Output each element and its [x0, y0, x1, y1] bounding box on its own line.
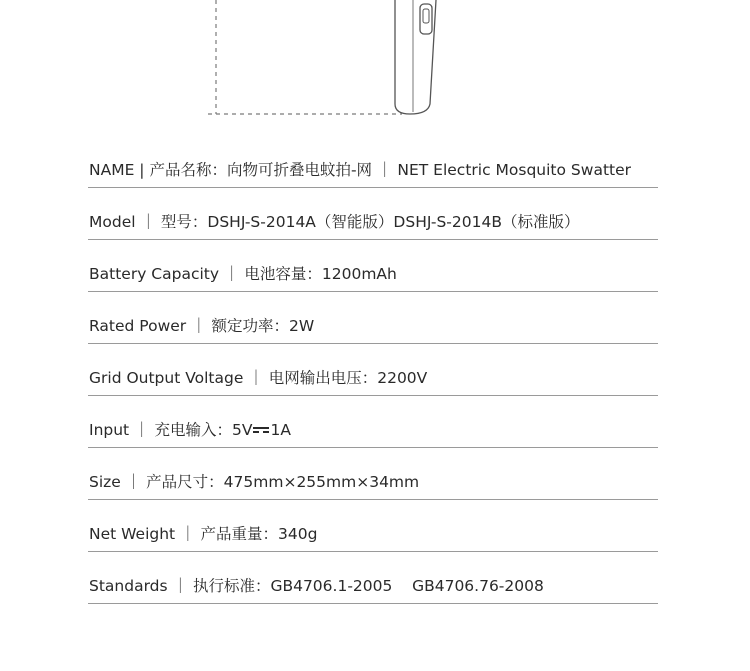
spec-name-text: NAME | 产品名称：向物可折叠电蚊拍-网 ｜ NET Electric Mosquito Swatter	[89, 161, 632, 179]
spec-list	[88, 136, 658, 604]
spec-input-text	[89, 418, 291, 440]
product-handle-illustration	[0, 0, 750, 120]
spec-input-before: Input ｜ 充电输入：5V	[89, 421, 253, 439]
spec-row-weight	[88, 500, 658, 552]
spec-voltage-text: Grid Output Voltage ｜ 电网输出电压：2200V	[89, 369, 428, 387]
spec-input-after: 1A	[270, 421, 291, 439]
spec-battery-text: Battery Capacity ｜ 电池容量：1200mAh	[89, 265, 397, 283]
spec-row-name	[88, 136, 658, 188]
spec-weight-text: Net Weight ｜ 产品重量：340g	[89, 525, 318, 543]
spec-row-power	[88, 292, 658, 344]
spec-size-text: Size ｜ 产品尺寸：475mm×255mm×34mm	[89, 473, 420, 491]
spec-row-size	[88, 448, 658, 500]
spec-row-model	[88, 188, 658, 240]
spec-model-text: Model ｜ 型号：DSHJ-S-2014A（智能版）DSHJ-S-2014B（标准版）	[89, 213, 580, 231]
spec-row-voltage	[88, 344, 658, 396]
direct-current-icon	[253, 426, 269, 435]
spec-power-text: Rated Power ｜ 额定功率：2W	[89, 317, 315, 335]
spec-row-standards	[88, 552, 658, 604]
spec-standards-text: Standards ｜ 执行标准：GB4706.1-2005 GB4706.76-2008	[89, 577, 544, 595]
spec-row-input	[88, 396, 658, 448]
spec-row-battery	[88, 240, 658, 292]
